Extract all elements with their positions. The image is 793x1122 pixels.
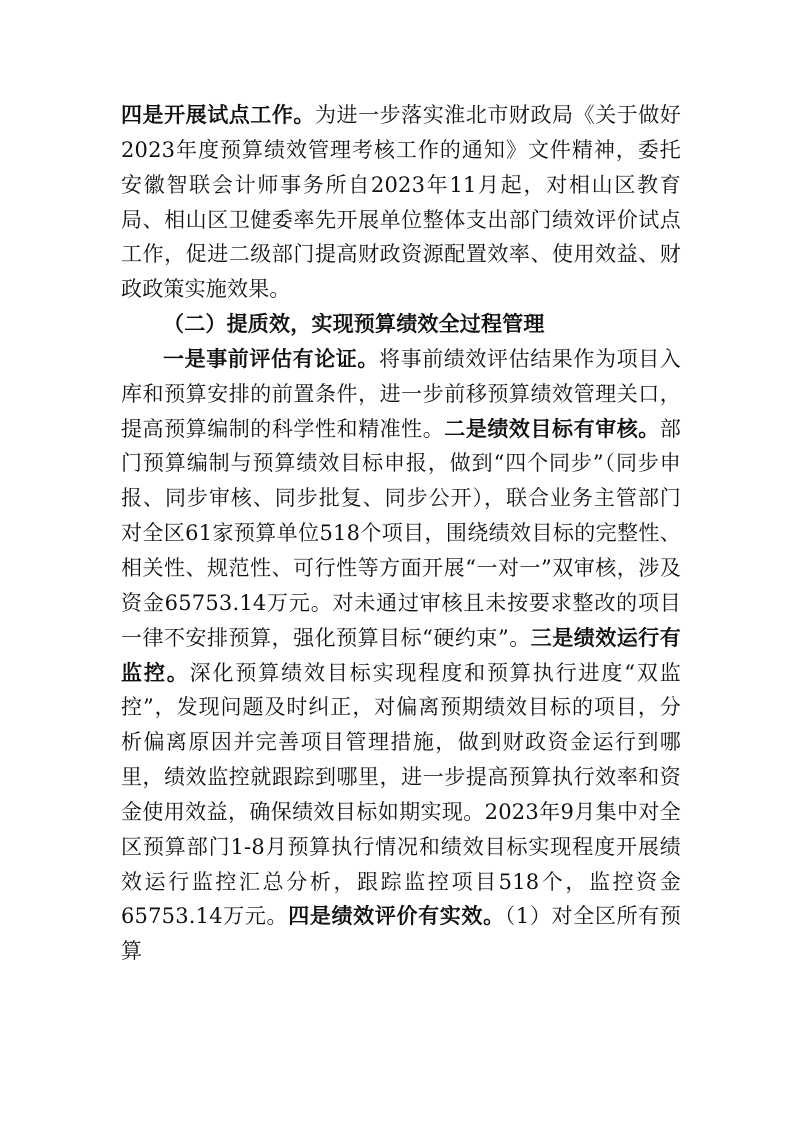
section-heading-text: （二）提质效，实现预算绩效全过程管理 [163,311,545,337]
run-bold: 三是绩效运行有监控。 [121,624,681,685]
run-bold: 二是绩效目标有审核。 [444,415,660,441]
run-text: （1）对全区所有预算 [121,904,682,964]
paragraph-pilot-work [121,98,681,307]
section-heading [121,307,681,342]
run-text: 深化预算绩效目标实现程度和预算执行进度“双监控”，发现问题及时纠正，对偏离预期绩效目标的项目，分析偏离原因并完善项目管理措施，做到财政资金运行到哪里，绩效监控就跟踪到哪里，进一步提高预算执行效率和资金使用效益，确保绩效目标如期实现。2023年9月集中对全区预算部门1-8月预算执行情况和绩效目标实现程度开展绩效运行监控汇总分析，跟踪监控项目518个，监控资金65753.14万元。 [121,660,681,929]
run-bold: 四是绩效评价有实效。 [288,903,505,929]
paragraph-whole-process [121,342,681,969]
document-body [121,98,681,969]
run-text: 为进一步落实淮北市财政局《关于做好2023年度预算绩效管理考核工作的通知》文件精神，委托安徽智联会计师事务所自2023年11月起，对相山区教育局、相山区卫健委率先开展单位整体支出部门绩效评价试点工作，促进二级部门提高财政资源配置效率、使用效益、财政政策实施效果。 [121,103,681,302]
run-bold: 四是开展试点工作。 [121,102,315,127]
run-text: 将事前绩效评估结果作为项目入库和预算安排的前置条件，进一步前移预算绩效管理关口，提高预算编制的科学性和精准性。 [121,346,681,441]
run-text: 部门预算编制与预算绩效目标申报，做到“四个同步”（同步申报、同步审核、同步批复、同步公开），联合业务主管部门对全区61家预算单位518个项目，围绕绩效目标的完整性、相关性、规范性、可行性等方面开展“一对一”双审核，涉及资金65753.14万元。对未通过审核且未按要求整改的项目一律不安排预算，强化预算目标“硬约束”。 [121,416,682,650]
run-bold: 一是事前评估有论证。 [163,345,379,371]
